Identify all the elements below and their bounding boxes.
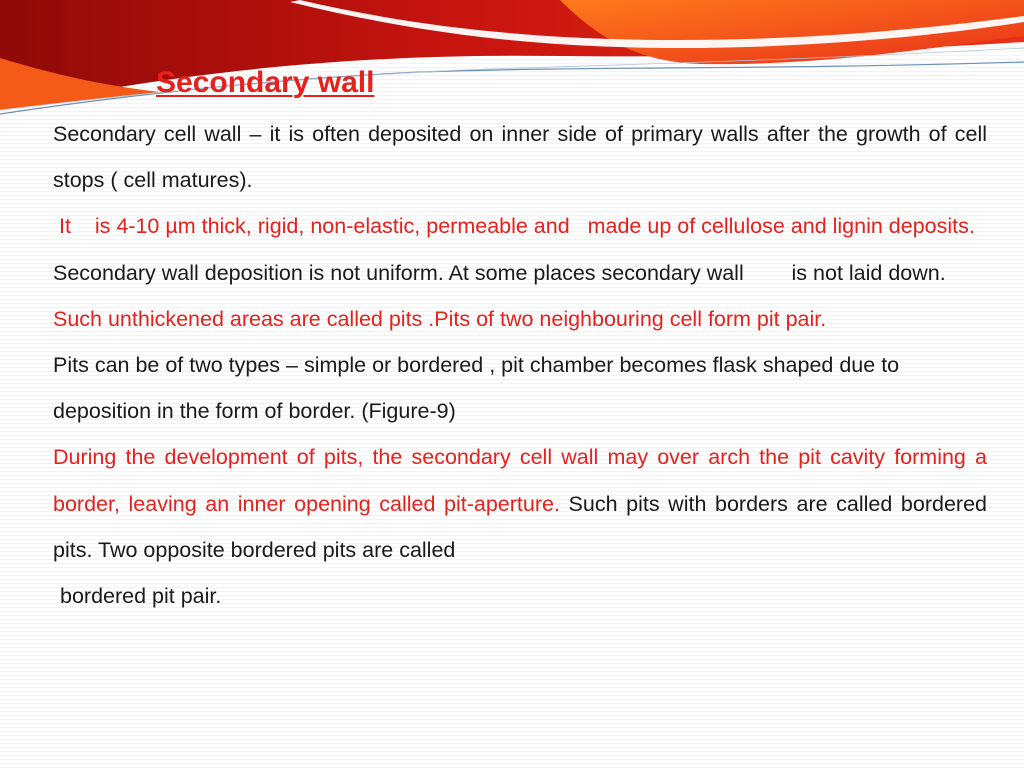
text-segment: Secondary cell wall – it is often deposited on inner side of primary walls after the growth of cell stops ( cell matures). xyxy=(53,122,987,193)
paragraph-pits xyxy=(53,296,987,342)
slide-body xyxy=(53,111,987,619)
paragraph-deposition xyxy=(53,250,987,296)
text-segment: Pits can be of two types – simple or bordered , pit chamber becomes flask shaped due to deposition in the form of border. (Figure-9) xyxy=(53,353,900,424)
text-segment: It is 4-10 µm thick, rigid, non-elastic, permeable and made up of cellulose and lignin deposits. xyxy=(53,214,975,239)
text-segment: Secondary wall deposition is not uniform. At some places secondary wall is not laid down. xyxy=(53,260,946,285)
paragraph-thickness xyxy=(53,203,987,249)
text-segment: bordered pit pair. xyxy=(60,584,222,609)
text-segment: Such unthickened areas are called pits .Pits of two neighbouring cell form pit pair. xyxy=(53,306,827,331)
paragraph-pit-types xyxy=(53,342,987,434)
paragraph-development xyxy=(53,434,987,573)
slide-title: Secondary wall xyxy=(156,66,375,99)
text-segment: During the development of pits, the secondary cell wall may over arch the pit cavity forming a border, leaving an inner opening called pit-aperture. xyxy=(53,445,987,516)
paragraph-bordered-pit-pair xyxy=(53,573,987,619)
text-segment: Such pits with borders are called bordered pits. Two opposite bordered pits are called xyxy=(53,491,987,562)
paragraph-secondary-cell-wall xyxy=(53,111,987,203)
